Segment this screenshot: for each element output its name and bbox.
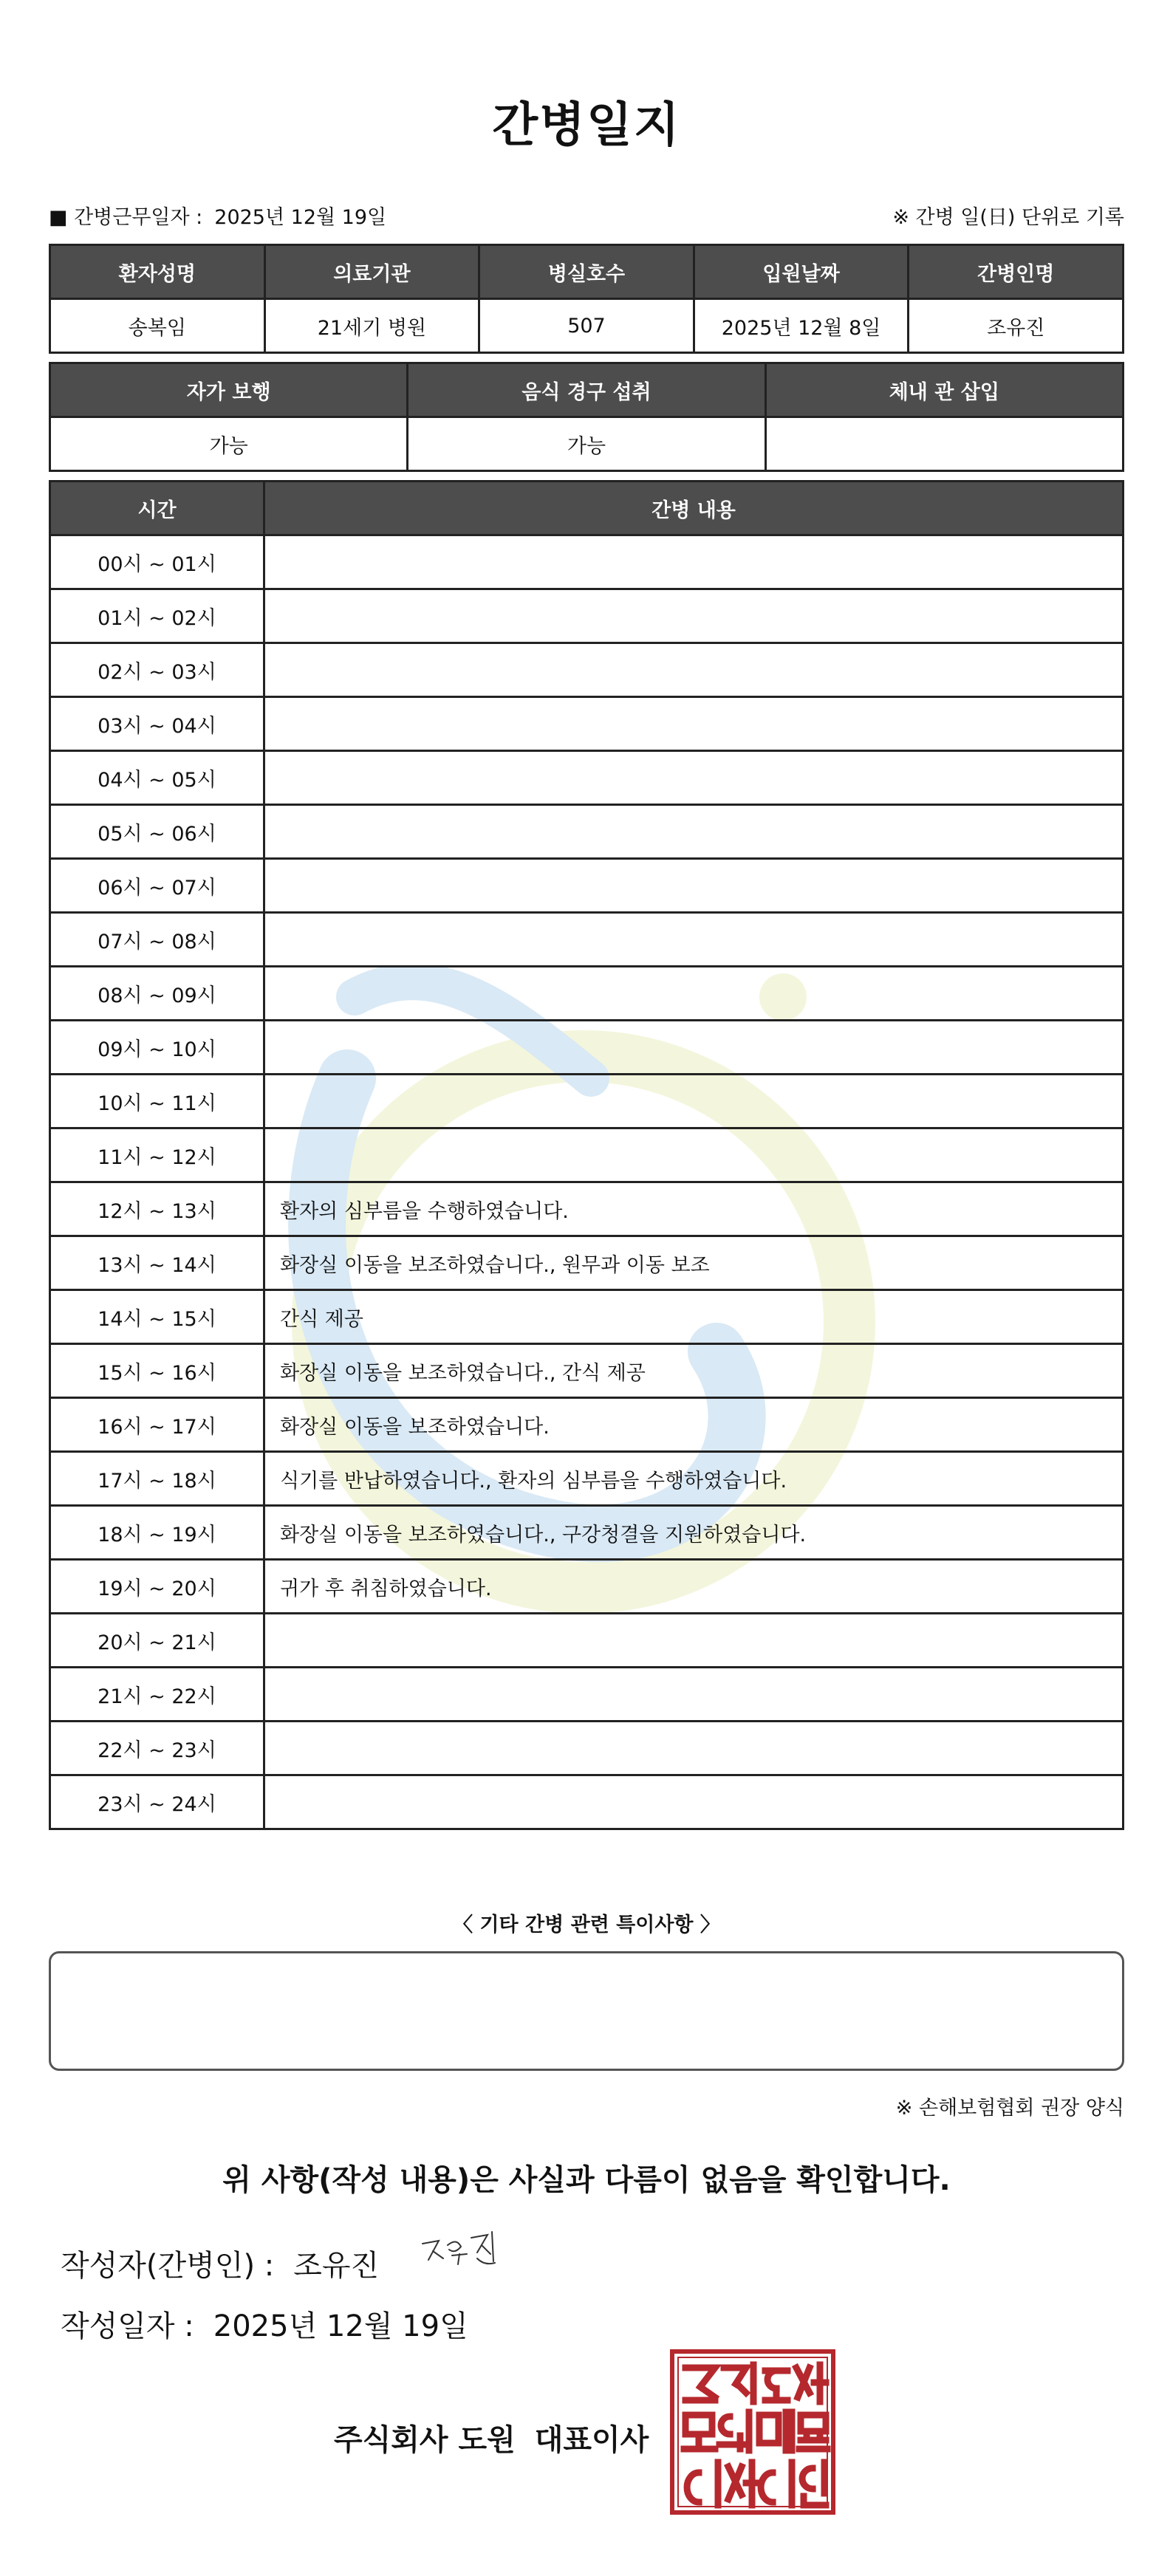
- log-content: [264, 1668, 1124, 1722]
- log-time: 05시 ~ 06시: [50, 805, 264, 859]
- log-content: 식기를 반납하였습니다., 환자의 심부름을 수행하였습니다.: [264, 1452, 1124, 1506]
- log-content: [264, 805, 1124, 859]
- log-content: [264, 1775, 1124, 1829]
- log-content: [264, 967, 1124, 1021]
- log-row: [50, 1236, 1124, 1290]
- header-oral-intake: 음식 경구 섭취: [408, 363, 765, 417]
- form-note: ※ 손해보험협회 권장 양식: [895, 2097, 1124, 2120]
- log-row: [50, 1452, 1124, 1506]
- patient-name-value: 송복임: [50, 299, 265, 353]
- log-time: 09시 ~ 10시: [50, 1021, 264, 1075]
- log-header-row: [50, 482, 1124, 535]
- work-date-line: [49, 201, 1124, 230]
- walking-value: 가능: [50, 417, 408, 471]
- header-walking: 자가 보행: [50, 363, 408, 417]
- log-row: [50, 1506, 1124, 1560]
- log-time: 18시 ~ 19시: [50, 1506, 264, 1560]
- confirmation-statement: 위 사항(작성 내용)은 사실과 다름이 없음을 확인합니다.: [222, 2163, 951, 2197]
- log-row: [50, 751, 1124, 805]
- unit-note: ※ 간병 일(日) 단위로 기록: [892, 206, 1124, 229]
- log-content: [264, 1128, 1124, 1182]
- log-content: [264, 1075, 1124, 1128]
- log-row: [50, 535, 1124, 589]
- log-content: [264, 589, 1124, 643]
- log-time: 13시 ~ 14시: [50, 1236, 264, 1290]
- writer-line: [61, 2242, 379, 2284]
- writer-label: 작성자(간병인) :: [61, 2249, 275, 2283]
- oral-intake-value: 가능: [408, 417, 765, 471]
- work-date-block: [49, 201, 386, 230]
- date-label: 작성일자 :: [61, 2309, 194, 2343]
- patient-header-row: [50, 245, 1124, 299]
- log-time: 07시 ~ 08시: [50, 913, 264, 967]
- log-time: 19시 ~ 20시: [50, 1560, 264, 1614]
- room-value: 507: [479, 299, 694, 353]
- log-content: [264, 535, 1124, 589]
- company-line: [334, 2416, 649, 2459]
- hospital-value: 21세기 병원: [264, 299, 479, 353]
- signature-image: [418, 2227, 499, 2272]
- log-row: [50, 1128, 1124, 1182]
- log-time: 11시 ~ 12시: [50, 1128, 264, 1182]
- notes-title: 〈 기타 간병 관련 특이사항 〉: [453, 1914, 720, 1936]
- log-time: 20시 ~ 21시: [50, 1614, 264, 1668]
- company-name: 주식회사 도원: [334, 2423, 516, 2457]
- log-row: [50, 1560, 1124, 1614]
- log-time: 12시 ~ 13시: [50, 1182, 264, 1236]
- log-content: 화장실 이동을 보조하였습니다.: [264, 1398, 1124, 1452]
- log-time: 08시 ~ 09시: [50, 967, 264, 1021]
- header-tube: 체내 관 삽입: [765, 363, 1123, 417]
- log-row: [50, 805, 1124, 859]
- admission-date-value: 2025년 12월 8일: [694, 299, 909, 353]
- log-row: [50, 913, 1124, 967]
- header-patient-name: 환자성명: [50, 245, 265, 299]
- date-value: 2025년 12월 19일: [213, 2309, 468, 2343]
- log-content: [264, 643, 1124, 697]
- header-room: 병실호수: [479, 245, 694, 299]
- log-time: 04시 ~ 05시: [50, 751, 264, 805]
- log-content: [264, 859, 1124, 913]
- log-row: [50, 1398, 1124, 1452]
- log-content: 간식 제공: [264, 1290, 1124, 1344]
- log-time: 16시 ~ 17시: [50, 1398, 264, 1452]
- log-row: [50, 1344, 1124, 1398]
- caregiver-value: 조유진: [909, 299, 1124, 353]
- header-time: 시간: [50, 482, 264, 535]
- log-time: 02시 ~ 03시: [50, 643, 264, 697]
- log-content: 화장실 이동을 보조하였습니다., 구강청결을 지원하였습니다.: [264, 1506, 1124, 1560]
- log-time: 00시 ~ 01시: [50, 535, 264, 589]
- header-caregiver: 간병인명: [909, 245, 1124, 299]
- status-header-row: [50, 363, 1124, 417]
- status-value-row: [50, 417, 1124, 471]
- log-content: 환자의 심부름을 수행하였습니다.: [264, 1182, 1124, 1236]
- log-time: 03시 ~ 04시: [50, 697, 264, 751]
- log-row: [50, 643, 1124, 697]
- tube-value: [765, 417, 1123, 471]
- ceo-title: 대표이사: [534, 2423, 649, 2457]
- log-content: [264, 751, 1124, 805]
- log-content: [264, 697, 1124, 751]
- patient-status-table: [49, 362, 1124, 472]
- log-row: [50, 1614, 1124, 1668]
- patient-value-row: [50, 299, 1124, 353]
- log-row: [50, 1182, 1124, 1236]
- log-time: 06시 ~ 07시: [50, 859, 264, 913]
- header-care-content: 간병 내용: [264, 482, 1124, 535]
- header-hospital: 의료기관: [264, 245, 479, 299]
- log-time: 17시 ~ 18시: [50, 1452, 264, 1506]
- log-row: [50, 697, 1124, 751]
- log-time: 21시 ~ 22시: [50, 1668, 264, 1722]
- log-row: [50, 1722, 1124, 1775]
- log-row: [50, 1775, 1124, 1829]
- log-content: 귀가 후 취침하였습니다.: [264, 1560, 1124, 1614]
- log-row: [50, 589, 1124, 643]
- log-time: 15시 ~ 16시: [50, 1344, 264, 1398]
- document-title: 간병일지: [492, 98, 681, 153]
- patient-info-table: [49, 244, 1124, 354]
- log-row: [50, 1021, 1124, 1075]
- log-row: [50, 967, 1124, 1021]
- log-time: 10시 ~ 11시: [50, 1075, 264, 1128]
- hourly-log-table: [49, 480, 1124, 1830]
- log-time: 22시 ~ 23시: [50, 1722, 264, 1775]
- log-row: [50, 1668, 1124, 1722]
- log-content: [264, 1722, 1124, 1775]
- log-content: [264, 913, 1124, 967]
- writer-name: 조유진: [293, 2249, 380, 2283]
- company-seal: [669, 2349, 836, 2515]
- log-row: [50, 1075, 1124, 1128]
- work-date-label: ■ 간병근무일자 :: [49, 206, 203, 229]
- work-date-value: 2025년 12월 19일: [214, 206, 387, 229]
- log-content: 화장실 이동을 보조하였습니다., 원무과 이동 보조: [264, 1236, 1124, 1290]
- log-row: [50, 859, 1124, 913]
- date-line: [61, 2303, 468, 2345]
- log-time: 01시 ~ 02시: [50, 589, 264, 643]
- notes-box: [49, 1951, 1124, 2071]
- log-time: 14시 ~ 15시: [50, 1290, 264, 1344]
- log-time: 23시 ~ 24시: [50, 1775, 264, 1829]
- log-content: [264, 1614, 1124, 1668]
- header-admission-date: 입원날짜: [694, 245, 909, 299]
- log-content: 화장실 이동을 보조하였습니다., 간식 제공: [264, 1344, 1124, 1398]
- log-content: [264, 1021, 1124, 1075]
- log-row: [50, 1290, 1124, 1344]
